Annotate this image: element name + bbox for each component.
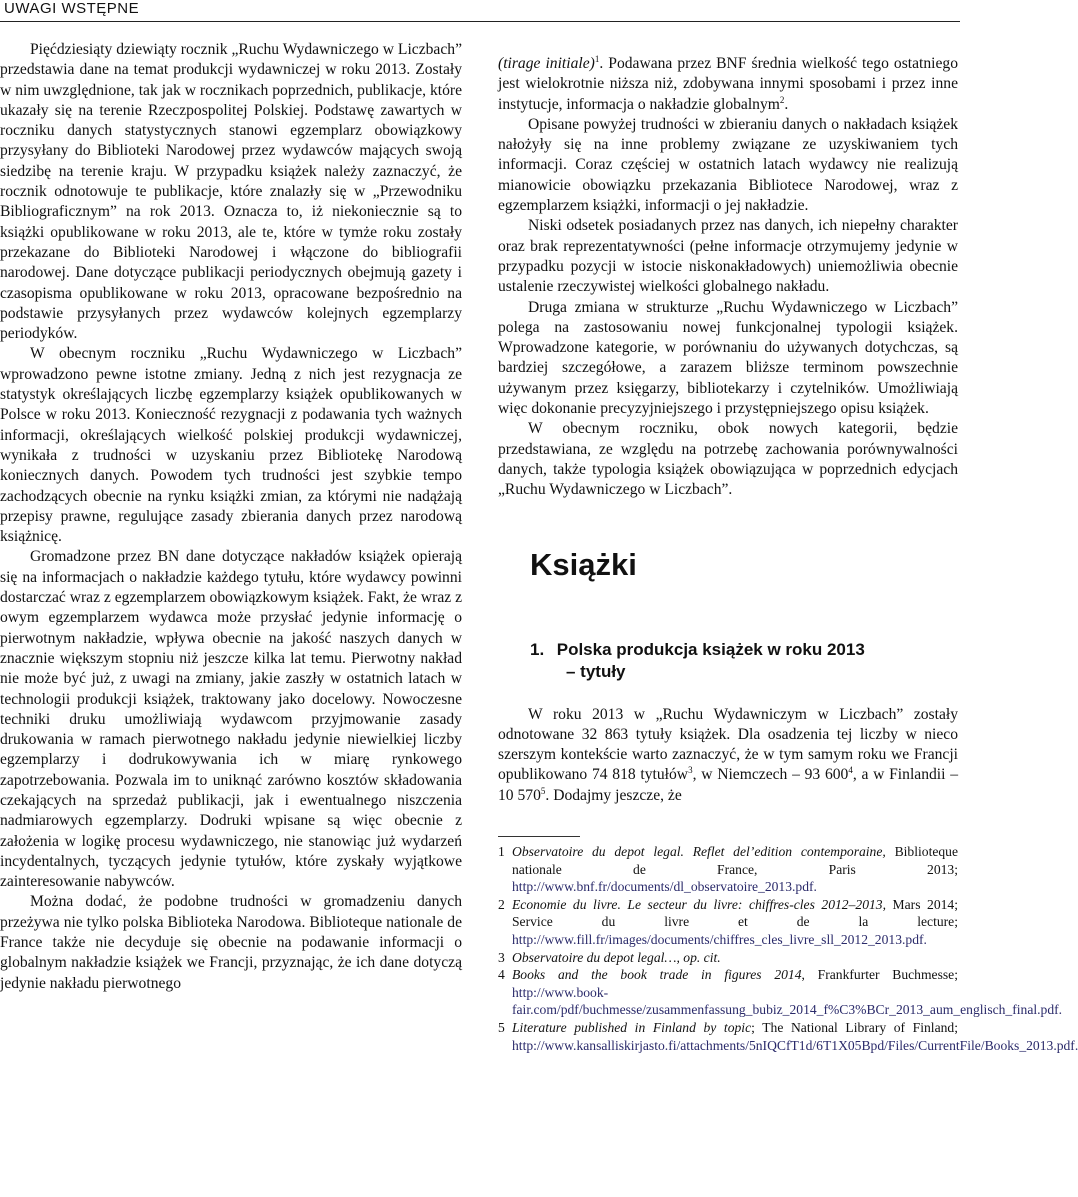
footnote [498,896,958,949]
footnote-text: ; The National Library of Finland; [751,1019,958,1035]
footnote-link[interactable]: http://www.book-fair.com/pdf/buchmesse/zusammenfassung_bubiz_2014_f%C3%BCr_2013_aum_englisch_final.pdf. [512,984,1063,1018]
footnote-title: Observatoire du depot legal…, op. cit. [512,949,721,965]
section-number: 1. [530,639,545,659]
footnote-number: 3 [498,949,505,965]
footnote [498,843,958,896]
right-paragraph: W obecnym roczniku, obok nowych kategorii, będzie przedstawiana, ze względu na potrzebę zachowania porównywalności danych, także typologia książek obowiązująca w poprzednich edycjach „Ruchu Wydawniczego w Liczbach”. [498,420,958,499]
footnote-ref: 2 [779,94,785,105]
footnote-title: Observatoire du depot legal. Reflet del’edition contemporaine, [512,844,886,860]
left-paragraph: Pięćdziesiąty dziewiąty rocznik „Ruchu Wydawniczego w Liczbach” przedstawia dane na temat produkcji wydawniczej w roku 2013. Zostały w nim uwzględnione, tak jak w rocznikach poprzednich, publikacje, które ukazały się na terenie Rzeczpospolitej Polskiej. Podstawę zawartych w roczniku danych statystycznych stanowi egzemplarz obowiązkowy przysyłany do Biblioteki Narodowej przez wydawców mających swoją siedzibę na terenie kraju. W przypadku książek należy zaznaczyć, że rocznik odnotowuje te publikacje, które znalazły się w „Przewodniku Bibliograficznym” na rok 2013. Oznacza to, iż niekoniecznie są to książki opublikowane w roku 2013, ale te, które w tymże roku zostały przekazane do Biblioteki Narodowej i włączone do bibliografii narodowej. Dane dotyczące publikacji periodycznych obejmują gazety i czasopisma opublikowane w roku 2013, opracowane bezpośrednio na podstawie przysyłanych przez wydawców kolejnych egzemplarzy periodyków. [0,41,462,343]
section-title-line2: – tytuły [566,661,626,681]
footnote-number: 2 [498,896,505,912]
footnote-link[interactable]: http://www.fill.fr/images/documents/chiffres_cles_livre_sll_2012_2013.pdf. [512,931,927,947]
footnote-text: Mars 2014; Service du livre et de la lecture; [512,896,958,930]
tirage-italic: (tirage initiale) [498,55,595,72]
right-paragraph: Opisane powyżej trudności w zbieraniu danych o nakładach książek nałożyły się na inne problemy związane ze uzyskiwaniem tych informacji. Coraz częściej w ostatnich latach wydawcy nie realizują mianowicie obowiązku przekazania Bibliotece Narodowej, wraz z egzemplarzem książki, informacji o jej nakładzie. [498,115,958,215]
header-rule [0,21,960,22]
footnote-ref: 1 [594,53,600,64]
right-paragraph: Druga zmiana w strukturze „Ruchu Wydawniczego w Liczbach” polega na zastosowaniu nowej funkcjonalnej typologii książek. Wprowadzone kategorie, w porównaniu do używanych dotychczas, są bardziej szczegółowe, a zarazem bliższe terminom powszechnie używanym przez księgarzy, bibliotekarzy i czytelników. Umożliwiają więc dokonanie precyzyjniejszego i przystępniejszego opisu książek. [498,298,958,418]
footnote-ref: 5 [540,785,546,796]
footnote-number: 1 [498,844,505,860]
footnote-rule [498,836,580,837]
footnote-text: Biblioteque nationale de France, Paris 2013; [512,844,959,877]
section-title-line1: Polska produkcja książek w roku 2013 [556,639,865,659]
footnote [498,966,1063,1019]
section-heading [530,639,958,683]
right-paragraph: Niski odsetek posiadanych przez nas danych, ich niepełny charakter oraz brak reprezentatywności (pełne informacje otrzymujemy jedynie w przypadku pozycji w istocie niskonakładowych) uniemożliwia obecnie ustalenie rzeczywistej wielkości globalnego nakładu. [498,217,958,296]
footnote [498,949,958,967]
left-paragraph: Można dodać, że podobne trudności w gromadzeniu danych przeżywa nie tylko polska Biblioteka Narodowa. Biblioteque nationale de France także nie decyduje się obecnie na podawanie informacji o globalnym nakładzie książek we Francji, przyznając, że ich dane dotyczą jedynie nakładu pierwotnego [0,893,462,992]
left-paragraph: W obecnym roczniku „Ruchu Wydawniczego w Liczbach” wprowadzono pewne istotne zmiany. Jedną z nich jest rezygnacja ze statystyk określających liczbę egzemplarzy książek opublikowanych w Polsce w roku 2013. Konieczność rezygnacji z podawania tych ważnych informacji, określających wielkość polskiej produkcji wydawniczej, wynikała z trudności w uzyskaniu przez Bibliotekę Narodową koniecznych danych. Powodem tych trudności jest szybkie tempo zachodzących obecnie na rynku książki zmian, za którymi nie nadążają przepisy prawne, regulujące zasady zbierania danych przez narodową książnicę. [0,345,462,546]
paragraph-text: . Dodajmy jeszcze, że [545,786,682,804]
footnote-title: Literature published in Finland by topic [512,1019,752,1035]
footnote-link[interactable]: http://www.kansalliskirjasto.fi/attachments/5nIQCfT1d/6T1X05Bpd/Files/CurrentFile/Books_2013.pdf. [512,1037,1078,1053]
footnote-link[interactable]: http://www.bnf.fr/documents/dl_observatoire_2013.pdf. [512,879,817,895]
paragraph-text: , a w Finlandii – 10 570 [498,766,958,804]
footnote-ref: 4 [848,765,853,776]
paragraph-text: , w Niemczech – 93 600 [692,766,849,784]
page-header [0,0,960,22]
footnote [498,1019,1078,1054]
paragraph-text: . Podawana przez BNF średnia wielkość tego ostatniego jest wielokrotnie niższa niż, zdobywana innymi sposobami i przez inne instytucje, informacja o nakładzie globalnym [498,55,958,113]
right-paragraph [498,705,958,806]
footnote-number: 4 [498,967,505,983]
footnote-title: Economie du livre. Le secteur du livre: chiffres-cles 2012–2013, [512,896,886,912]
footnote-ref: 3 [688,765,693,776]
chapter-title: Książki [530,546,637,582]
right-column [498,53,1078,1054]
footnote-title: Books and the book trade in figures 2014 [512,967,802,983]
running-header-title: UWAGI WSTĘPNE [4,0,140,17]
paragraph-text: W roku 2013 w „Ruchu Wydawniczym w Liczbach” zostały odnotowane 32 863 tytuły książek. Dla osadzenia tej liczby w nieco szerszym kontekście warto zaznaczyć, że w tym samym roku we Francji opublikowano 74 818 tytułów [498,705,958,784]
paragraph-text: . [784,95,789,113]
right-paragraph [498,54,958,115]
left-column [0,40,462,994]
footnote-number: 5 [498,1019,505,1035]
left-paragraph: Gromadzone przez BN dane dotyczące nakładów książek opierają się na informacjach o nakładzie każdego tytułu, które wydawcy powinni dostarczać wraz z egzemplarzem obowiązkowym książek. Fakt, że wraz z owym egzemplarzem wydawca może przysłać jedynie informację o pierwotnym nakładzie, wpływa obecnie na jakość naszych danych w znacznie większym stopniu niż jeszcze kilka lat temu. Pierwotny nakład nie może być już, z uwagi na zmiany, jakie zaszły w ostatnich latach w technologii produkcji książek, traktowany jako docelowy. Nowoczesne techniki druku umożliwiają wydawcom przyjmowanie zasady drukowania w ramach pierwotnego nakładu jedynie niewielkiej liczby egzemplarzy i dodrukowywania ich w miarę rynkowego zapotrzebowania. Pozwala im to uniknąć zarówno kosztów składowania czekających na sprzedaż publikacji, jak i ewentualnego niszczenia nadmiarowych egzemplarzy. Dodruki wpisane są więc obecnie z założenia w logikę procesu wydawniczego, nie stanowiąc już wydarzeń incydentalnych, tyczących jedynie tytułów, które zyskały wyjątkowe zainteresowanie nabywców. [0,548,462,891]
footnote-text: , Frankfurter Buchmesse; [801,967,958,983]
